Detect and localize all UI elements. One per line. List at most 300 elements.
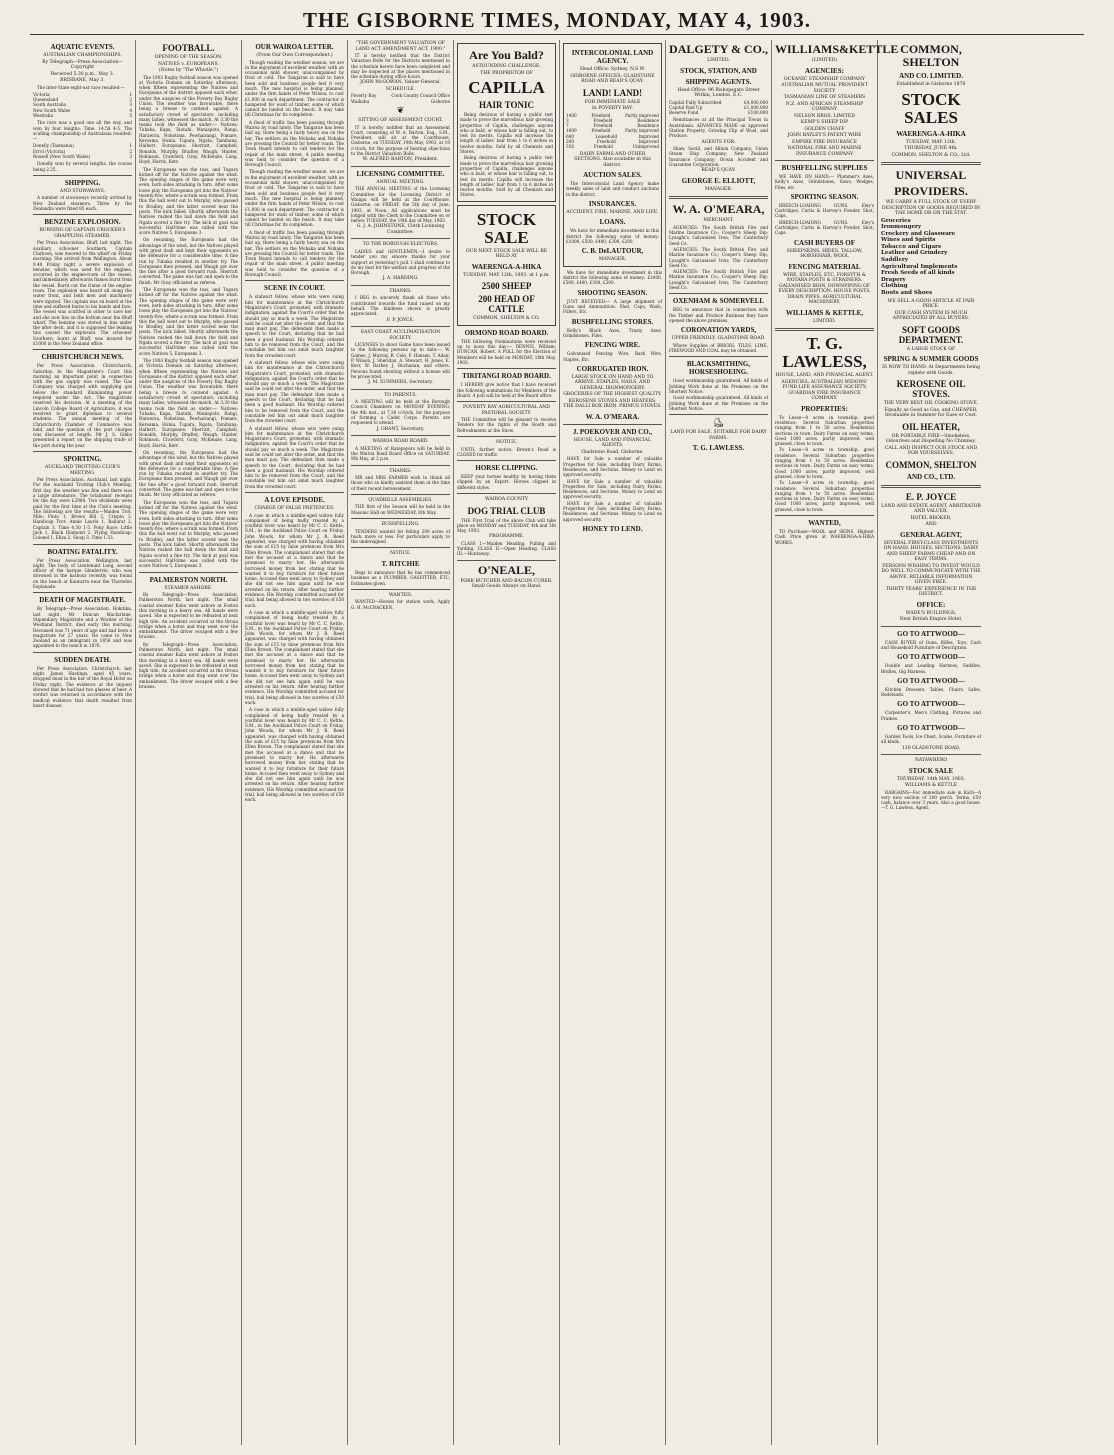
wairoa-heading: OUR WAIROA LETTER. xyxy=(255,43,334,51)
stock-sales-place: WAERENGA-A-HIKA xyxy=(896,129,966,138)
thanks2-body: MR and MRS FARMER wish to thank all those who so kindly assisted them at the time of their recent bereavement. xyxy=(351,475,450,491)
stock-agents: COMMON, SHELTON & CO. xyxy=(473,316,540,322)
newspaper-columns xyxy=(30,40,1090,1445)
wairoa-body-1-repeat: Though reading the weather season, we are in the enjoyment of excellent weather, with an occasional mild shower, unaccompanied by frost or cold. The Tangarue is said to have been sold and business people feel it very much. The new hospital is being planned, under the firm hands of Peter Wilson, to cost £1,000 in each department. The contractor is hampered for want of timber, some of which cannot be landed on the beach. It may take till Christmas for its completion. xyxy=(245,169,344,228)
licensing-body: THE ANNUAL MEETING of the Licensing Committee for the Licensing District of Waiapu will be held at the Courthouse, Gisborne, on FRIDAY, the 5th day of June, 1903, at Noon. All applications must be lodged with the Clerk to the Committee on or before TUESDAY, the 19th day of May, 1903. xyxy=(351,186,450,224)
dalgety-heading: DALGETY & CO., xyxy=(669,42,768,56)
omeara-heading: W. A. O'MEARA, xyxy=(672,202,765,217)
masthead xyxy=(0,0,1114,36)
list-item: Ironmongery xyxy=(881,224,922,231)
shipping-subheading: AND STOWAWAYS. xyxy=(59,188,106,194)
bushfelling-supplies-body: WE HAVE ON HAND:— Plummer's Axes, Kelly's Axes, Grindstones, Saws, Wedges, Files, etc. xyxy=(775,174,874,190)
lawless-heading: T. G. LAWLESS, xyxy=(782,334,867,372)
bald-subheading: ASTOUNDING CHALLENGE. xyxy=(472,64,541,69)
bushfelling-heading: BUSHFELLING STORES. xyxy=(571,317,654,326)
delautour-name: C. B. DeLAUTOUR, xyxy=(581,247,644,256)
sporting-body: Per Press Association. Auckland, last night. For the Auckland Trotting Club's Meeting, first day, the weather was fine and there was a large attendance. The totalisator receipts for the day were £2988. Two dividends were paid for the first time at the Club's meeting. The following are the results:—Maiden Trot, Mile: Pinto 1, Brown Bill 2, Crispin 3. Handicap Trot: Annie Laurie 1, Ballarat 2, Captain 3. Time 4.30 1-5. Pony Race: Little Jack 1, Black Diamond 2. Flying Handicap: Colonel 1, Eliza 2, Sloop 3. Time 1.53. xyxy=(33,477,132,541)
agency-item: OCEANIC STEAMSHIP COMPANY xyxy=(784,76,865,82)
land-table xyxy=(566,113,659,150)
attwood-item: CASH BUYER of Guns, Rifles, Toys, Cash and Household Furniture of Description. xyxy=(881,639,981,650)
divider xyxy=(33,175,132,176)
divider xyxy=(457,436,556,437)
wanted-heading: WANTED. xyxy=(388,592,413,598)
fencing-body: WIRE, STAPLES, ETC. FORSYTH & NOTARA POSTS & STRAINERS. GALVANISED IRON, DOWNPIPING OF EVERY DESCRIPTION. HOUSE POSTS, DRAIN PIPES. AGRICULTURAL MACHINERY. xyxy=(778,272,871,306)
sporting-body: BREECH-LOADING GUNS. Eley's Cartridges, Curtis & Harvey's Powder, Shot, Caps. xyxy=(775,202,874,219)
aquatic-intro: The inter-State eight-oar race resulted:— xyxy=(37,84,125,90)
cash-list: SHEEPSKINS, HIDES, TALLOW, HORSEHAIR, WOOL xyxy=(786,248,863,260)
wairoa-road-heading: WAIROA ROAD BOARD. xyxy=(372,439,429,445)
result-row: Queensland 2 xyxy=(33,97,132,103)
attwood-heading: GO TO ATTWOOD— xyxy=(897,629,965,638)
sculling-results xyxy=(33,143,132,159)
ormond-heading: ORMOND ROAD BOARD. xyxy=(464,328,549,337)
palmerston-body-repeat: By Telegraph—Press Association. Palmerston North, last night. The small coastal steamer Kahu went ashore at Foxton this morning in a heavy sea. All hands were saved. She is expected to be refloated at next high tide. An accident occurred at the Oroua bridge when a horse and trap went over the embankment. The driver escaped with a few bruises. xyxy=(139,641,238,690)
intercolonial-advert xyxy=(563,43,662,267)
sitting-heading: SITTING OF ASSESSMENT COURT. xyxy=(358,118,443,124)
joyce-body-2: PERSONS WISHING TO INVEST WOULD DO WELL TO COMMUNICATE WITH THE ABOVE. RELIABLE INFORMATION GIVEN FREE. xyxy=(881,563,981,586)
elliott-role: MANAGER. xyxy=(704,186,733,192)
love-subheading: CHARGE OF FALSE PRETENCES. xyxy=(254,506,335,512)
poeker-address: Gladstone Road, Gisborne. xyxy=(581,449,644,455)
dalgety-capital xyxy=(669,100,768,116)
kerosene-body: Equally as Good as Gas, and CHEAPER. Invaluable in Summer for Ease or Cost. xyxy=(884,407,978,419)
love-body-repeat-2: A case in which a middle-aged widow fully complained of being badly treated by a youthful lover was heard by Mr C. C. Kettle, S.M., in the Auckland Police Court on Friday. John Woods, for whom Mr J. R. Reed appeared, was charged with having obtained the sum of £15 by false pretences from Mrs Ellen Brown. The complainant stated that she met the accused at a dance and that he promised to marry her. He afterwards borrowed money from her, stating that he wanted it to buy furniture for their future home. Accused then went away to Sydney and she did not see him again until he was arrested on his return. After hearing further evidence, His Worship committed accused for trial, bail being allowed in two sureties of £50 each. xyxy=(245,707,344,803)
table-row: Waikohu Gisborne xyxy=(351,98,450,104)
stock-sale-advert xyxy=(457,205,556,326)
acclim-signed: J. M. SUMMERS, Secretary. xyxy=(368,380,433,386)
death-heading: DEATH OF MAGISTRATE. xyxy=(39,596,126,605)
spring-heading: SPRING & SUMMER GOODS xyxy=(883,355,979,364)
dalgety-office: Head Office: 96 Bishopsgate Street Within, London, E.C. xyxy=(677,87,760,98)
properties-heading: PROPERTIES: xyxy=(801,404,848,413)
lawless-agencies: AGENCIES: AUSTRALIAN WIDOWS' FUND LIFE ASSURANCE SOCIETY; GUARDIAN FIRE INSURANCE COMPANY. xyxy=(781,379,868,402)
bald-proprietor: THE PROPRIETOR OF xyxy=(480,70,533,76)
divider xyxy=(33,544,132,545)
honey-heading: HONEY TO LEND. xyxy=(582,524,643,533)
football-body-3: On resuming, the Europeans had the advantage of the wind, but the Natives played with great dash and kept their opponents on the defensive for a considerable time. A fine run by Tuhaka resulted in another try. The Europeans then pressed, and Waugh got over the line after a good forward rush. Sherratt converted. The game was fast and open to the finish. Mr Gray officiated as referee. xyxy=(139,237,238,285)
sitting-body: IT is hereby notified that an Assessment Court, consisting of W. A. Barton, Esq., S.M., President, will sit at the Courthouse, Gisborne, on TUESDAY, 19th May, 1903, at 10 o'clock, for the purpose of hearing objections to the District Valuation Rolls. xyxy=(351,124,450,157)
office-address-2: Next British Empire Hotel, xyxy=(899,617,963,623)
insurances-sub: ACCIDENT, FIRE, MARINE, AND LIFE. xyxy=(566,209,659,215)
agency-item: N.Z. AND AFRICAN STEAMSHIP COMPANY xyxy=(785,101,864,112)
valuation-signed: JOHN McGOWAN, Valuer-General. xyxy=(360,80,441,86)
kerosene-sub: THE VERY BEST OIL COOKING STOVE. xyxy=(883,401,979,407)
natawhero-date: THURSDAY, 14th MAY, 1903. xyxy=(896,776,966,782)
benzine-heading: BENZINE EXPLOSION. xyxy=(44,218,121,227)
electors-heading: TO THE BOROUGH ELECTORS, xyxy=(362,242,439,248)
aquatic-body: The race was a good one all the way, and won by four lengths. Time, 14.58 4-5. The sculling championship of Australasia resulted:— xyxy=(33,120,132,142)
scene-body: A stalwart fellow, whose wits were suing him for maintenance at the Christchurch Magistrate's Court, protested, with dramatic indignation, against the Court's order that he should pay so much a week. The Magistrate said he could not alter the order, and that the man must pay. The defendant then made a speech to the Court, declaring that he had been a good husband. His Worship ordered him to be removed from the Court, and the constable led him out amid much laughter from the crowded court. xyxy=(245,294,344,358)
groceries-heading: GROCERIES OF THE HIGHEST QUALITY. xyxy=(563,392,662,398)
joyce-sub: LAND AND ESTATE AGENT, ARBITRATOR AND VALUER, xyxy=(881,503,981,515)
bushfelling-supplies-heading: BUSHFELLING SUPPLIES xyxy=(781,164,868,172)
ritchie-body: Begs to announce that he has commenced business as a PLUMBER, GASFITTER, ETC. Estimates given. xyxy=(351,569,450,586)
divider xyxy=(351,326,450,327)
football-body-2: The Europeans won the toss, and Tupara kicked off for the Natives against the wind. The opening stages of the game were very even, both sides attacking in turn. After some loose play the Europeans got into the Natives' twenty-five, where a scrum was formed. From this the ball went out to Murphy, who passed to Bradley, and the latter scored near the posts. The kick failed. Shortly afterwards the Natives rushed the ball down the field and Ngata scored a fine try. The kick at goal was successful. Half-time was called with the score Natives 5, Europeans 3. xyxy=(139,166,238,236)
wanted-body: TO Purchase—WOOL and SKINS. Highest Cash Price given at WAERENGA-A-HIKA WORKS. xyxy=(775,529,874,545)
aquatic-heading: AQUATIC EVENTS. xyxy=(50,43,115,51)
list-item: Clothing xyxy=(881,283,908,290)
blacksmith-heading: BLACKSMITHING, HORSESHOEING. xyxy=(686,360,751,377)
divider xyxy=(881,754,981,755)
scene-body-repeat-2: A stalwart fellow, whose wits were suing him for maintenance at the Christchurch Magistrate's Court, protested, with dramatic indignation, against the Court's order that he should pay so much a week. The Magistrate said he could not alter the order, and that the man must pay. The defendant then made a speech to the Court, declaring that he had been a good husband. His Worship ordered him to be removed from the Court, and the constable led him out amid much laughter from the crowded court. xyxy=(245,425,344,489)
acclim-body: LICENSES to shoot Game have been issued to the following persons up to date:— W. Gaines, J. Murray, R. Cole, F. Hansen, T. Adair, P. Wilson, J. Sheridan, A. Stewart, H. Jones, E. Kerr, W. Barker, J. Buchanan, and others. Persons found shooting without a license will be prosecuted. xyxy=(351,342,450,379)
bald-heading: Are You Bald? xyxy=(469,48,544,62)
stock-place: WAERENGA-A-HIKA xyxy=(471,262,542,271)
wanted-heading: WANTED, xyxy=(808,519,841,528)
blacksmith-body: Good workmanship guaranteed. All kinds of Jobbing Work done at the Premises on the Shortest Notice. xyxy=(669,378,768,394)
divider xyxy=(351,518,450,519)
divider xyxy=(351,389,450,390)
schedule-table xyxy=(351,93,450,104)
kerosene-heading: KEROSENE OIL STOVES. xyxy=(896,379,966,400)
list-item: Saddlery xyxy=(881,257,908,264)
poeker-heading: J. POEKOVER AND CO., xyxy=(572,427,653,436)
loans-body: We have for immediate investment in this district the following sums of money: £1000, £500, £400, £300, £200. xyxy=(566,228,659,245)
column-7 xyxy=(666,40,772,1445)
divider xyxy=(351,435,450,436)
parents-body: A MEETING will be held at the Borough Council Chambers on MONDAY EVENING, the 4th inst., at 7.30 o'clock, for the purpose of forming a Cadet Corps. Parents are requested to attend. xyxy=(351,399,450,426)
list-item: Boots and Shoes xyxy=(881,290,933,297)
quadrille-body: THE first of the Season will be held in the Masonic Hall on WEDNESDAY, 6th May. xyxy=(351,504,450,515)
christchurch-body: Per Press Association. Christchurch, Saturday. In the Magistrate's Court this morning an important point in connection with the gas supply was raised. The Gas Company was charged with supplying gas below the standard illuminating power required under the Act. The magistrate reserved his decision. At a meeting of the Lincoln College Board of Agriculture, it was resolved to grant diplomas to several students. The annual meeting of the Christchurch Chamber of Commerce was held, and the question of the port charges was discussed at length. Mr J. S. Gibbs presented a report on the shipping trade of the port during the year. xyxy=(33,363,132,448)
shipping-heading: SHIPPING. xyxy=(64,178,101,187)
omeara-sub: MERCHANT. xyxy=(703,218,734,224)
softgoods-body: A LARGE STOCK OF xyxy=(906,346,956,352)
poverty-body: THE Committee will be pleased to receive Tenders for the rights of the Booth and Refreshments at the Show. xyxy=(457,417,556,433)
horse-body: KEEP your horses healthy by having them clipped by an Expert. Horses clipped in different styles. xyxy=(457,474,556,490)
result-row: Westralia 5 xyxy=(33,112,132,118)
divider xyxy=(775,515,874,516)
coronation-body: Where Supplies of BRICKS, TILES, LIME, FIREWOOD AND COAL may be obtained. xyxy=(669,342,768,354)
blacksmith-body-repeat: Good workmanship guaranteed. All kinds of Jobbing Work done at the Premises on the Shortest Notice. xyxy=(669,395,768,411)
lawless-name: T. G. LAWLESS. xyxy=(692,444,745,453)
wk-footer: WILLIAMS & KETTLE, xyxy=(785,308,864,317)
properties-body: To Lease—8 acres in township; good residence. Several Suburban properties ranging from 1 to 50 acres. Residential sections in town. Dairy Farms on easy terms. Good 1000 acres, partly improved, well grassed, close to town. xyxy=(775,414,874,447)
tiritangi-heading: TIRITANGI ROAD BOARD. xyxy=(462,372,551,381)
agency-item: GOLDEN CHAFF xyxy=(804,126,845,132)
stock-quantity-2: 200 HEAD OF CATTLE xyxy=(478,294,535,315)
result-row: Errol (Victoria) 2 xyxy=(33,148,132,154)
divider xyxy=(775,160,874,161)
death-body: By Telegraph—Press Association. Hokitika, last night. Mr Duncan Macfarlane, Stipendiary Magistrate and a Warden of the Westland District, died early this morning. Deceased was 71 years of age and had been a magistrate for 27 years. He came to New Zealand as an immigrant in 1858 and was appointed to the bench in 1876. xyxy=(33,606,132,649)
programme-heading: PROGRAMME. xyxy=(489,534,524,540)
result-row: Donelly (Tasmania) 1 xyxy=(33,143,132,149)
quadrille-heading: QUADRILLE ASSEMBLIES. xyxy=(368,497,433,503)
carriage-icon: ⛸ xyxy=(712,418,725,429)
wanted-body: WANTED—Horses for station work. Apply G. H. McCRACKEN. xyxy=(351,599,450,610)
omeara-name: W. A. O'MEARA. xyxy=(585,412,640,421)
masthead-rule xyxy=(30,34,1084,35)
divider xyxy=(881,626,981,627)
aquatic-byline: By Telegraph—Press Association—Copyright xyxy=(42,59,123,70)
boating-body: Per Press Association. Wellington, last night. The body of Lieutenant Long, second officer of the barque Glenbervie, who was drowned in the harbour recently, was found on the beach at Kaiwarra near the Thorndon Esplanade. xyxy=(33,557,132,590)
valuation-body: IT is hereby notified that the District Valuation Rolls for the Districts mentioned in the schedule hereto have been completed and may be inspected at the places mentioned in the schedule during office hours. xyxy=(351,53,450,80)
sporting-heading: SPORTING. xyxy=(63,455,102,464)
heater-heading: OIL HEATER, xyxy=(902,421,960,432)
thanks-signed: F. P. JOYCE. xyxy=(386,317,415,323)
natawhero-sub: STOCK SALE xyxy=(908,766,954,775)
result-row: South Australia 3 xyxy=(33,102,132,108)
attwood-item: Double and Leading Harness, Saddles, Bridles, Gig Harness. xyxy=(881,663,981,674)
attwood-heading: GO TO ATTWOOD— xyxy=(897,653,965,662)
bushfelling-body: TENDERS wanted for felling 200 acres of bush, more or less. For particulars apply to the undersigned. xyxy=(351,528,450,545)
wairoa-body-1: Though reading the weather season, we are in the enjoyment of excellent weather, with an occasional mild shower, unaccompanied by frost or cold. The Tangarue is said to have been sold and business people feel it very much. The new hospital is being planned, under the firm hands of Peter Wilson, to cost £1,000 in each department. The contractor is hampered for want of timber, some of which cannot be landed on the beach. It may take till Christmas for its completion. xyxy=(245,59,344,118)
insurances-heading: INSURANCES. xyxy=(588,199,637,208)
attwood-item: Garden Tools, Ice Chest, Scales, Furniture of all kinds. xyxy=(881,734,981,745)
divider xyxy=(457,493,556,494)
dalgety-sub-3: SHIPPING AGENTS. xyxy=(685,77,752,86)
divider xyxy=(351,465,450,466)
sporting-heading: SPORTING SEASON. xyxy=(790,192,859,201)
land-forsale-heading: LAND FOR SALE, SUITABLE FOR DAIRY FARMS. xyxy=(670,430,767,441)
football-body-1-repeat: The 1903 Rugby football season was opened at Victoria Domain on Saturday afternoon, when fifteen representing the Natives and Europeans of the district opposed each other, under the auspices of the Poverty Bay Rugby Union. The weather was favourable, there being a breeze to contend against. A satisfactory crowd of spectators, including many ladies, witnessed the match. At 3.30 the teams took the field as under:— Natives: Tuhaka, Kapa, Tautahi, Maniapoto, Rangi, Harawira, Nohotima, Pewhairangi, Pomare, Kereama, Hunia, Tupara, Ngata, Tamihana, Halbert. Europeans: Sherratt, Campbell, Ronalds, Murphy, Bradley, Waugh, Hunter, Robinson, Crawford, Gray, McKenzie, Lang, Boyd, Harris, Kerr. xyxy=(139,357,238,448)
office-heading: OFFICE: xyxy=(916,600,946,609)
attwood-heading: GO TO ATTWOOD— xyxy=(897,724,965,732)
divider xyxy=(457,401,556,402)
joyce-body: SEVERAL FIRST-CLASS INVESTMENTS ON HAND. HOUSES, SECTIONS, DAIRY AND SHEEP FARMS CHEAP AND ON EASY TERMS. xyxy=(883,540,979,563)
fencing-heading: FENCING MATERIAL xyxy=(788,262,861,271)
shipping-body: A number of stowaways recently arrived by New Zealand steamers. Three by the Zealandia were fined 85 each. xyxy=(33,195,132,212)
table-row: 600 Leasehold Improved xyxy=(566,133,659,139)
scene-heading: SCENE IN COURT. xyxy=(264,284,325,293)
joyce-sub-3: AND xyxy=(925,522,937,528)
divider xyxy=(351,547,450,548)
dalgety-sub: LIMITED. xyxy=(707,58,730,63)
divider xyxy=(33,349,132,350)
football-heading: FOOTBALL. xyxy=(162,43,215,53)
fencing-body: Galvanised Fencing Wire, Barb Wire, Staples, Etc. xyxy=(563,351,662,362)
loans-body-repeat: We have for immediate investment in this district the following sums of money: £1000, £500, £400, £300, £200. xyxy=(563,269,662,286)
delautour-role: MANAGER. xyxy=(598,257,627,263)
sporting-body-repeat: BREECH-LOADING GUNS. Eley's Cartridges, Curtis & Harvey's Powder, Shot, Caps. xyxy=(775,219,874,236)
joyce-experience: THIRTY YEARS' EXPERIENCE IN THE DISTRICT. xyxy=(885,586,977,598)
call-note: CALL AND INSPECT OUR STOCK AND FOR YOURSELVES. xyxy=(884,445,978,457)
heater-body: OR PORTABLE FIRE—Smokeless, Odourless and Dispelling No Chimney. xyxy=(886,433,976,445)
oneale-body: PORK BUTCHER AND BACON CURER. Small Goods Always on Hand. xyxy=(460,578,553,590)
aquatic-place: BRISBANE, May 3. xyxy=(60,78,105,83)
natawhero-heading: NATAWHERO xyxy=(914,758,948,764)
wairoa-note: (From Our Own Correspondent.) xyxy=(256,53,333,58)
column-6 xyxy=(560,40,666,1445)
agents-heading: AGENTS FOR: xyxy=(701,139,736,145)
schedule-heading: SCHEDULE. xyxy=(385,86,416,92)
christchurch-heading: CHRISTCHURCH NEWS. xyxy=(41,353,124,362)
joyce-sub-4: GENERAL AGENT, xyxy=(900,530,962,539)
valuation-heading: "THE GOVERNMENT VALUATION OF LAND ACT AMENDMENT ACT, 1900." xyxy=(355,41,446,52)
divider xyxy=(139,572,238,573)
loans-heading: LOANS. xyxy=(599,218,626,227)
football-body-3-repeat: On resuming, the Europeans had the advantage of the wind, but the Natives played with great dash and kept their opponents on the defensive for a considerable time. A fine run by Tuhaka resulted in another try. The Europeans then pressed, and Waugh got over the line after a good forward rush. Sherratt converted. The game was fast and open to the finish. Mr Gray officiated as referee. xyxy=(139,449,238,498)
football-body-2-repeat: The Europeans won the toss, and Tupara kicked off for the Natives against the wind. The opening stages of the game were very even, both sides attacking in turn. After some loose play the Europeans got into the Natives' twenty-five, where a scrum was formed. From this the ball went out to Murphy, who passed to Bradley, and the latter scored near the posts. The kick failed. Shortly afterwards the Natives rushed the ball down the field and Ngata scored a fine try. The kick at goal was successful. Half-time was called with the score Natives 5, Europeans 3. xyxy=(139,287,238,356)
poeker-body-repeat: HAVE for Sale a number of valuable Properties for Sale, including Dairy Farms, Residences, and Sections. Money to Lend on approved security. xyxy=(563,478,662,500)
divider xyxy=(351,166,450,167)
stock-sales-date-1: TUESDAY, MAY 12th. xyxy=(905,139,957,145)
divider xyxy=(245,492,344,493)
list-item: Agricultural Implements xyxy=(881,263,958,270)
column-4 xyxy=(348,40,454,1445)
agency-item: NELSON BROS. LIMITED xyxy=(794,113,855,119)
common2-heading: COMMON, SHELTON xyxy=(885,459,977,470)
table-row: 350 Freehold Unimproved xyxy=(566,144,659,150)
palmerston-subheading: STEAMER ASHORE. xyxy=(164,585,213,591)
list-item: Drapery xyxy=(881,276,906,283)
divider xyxy=(351,494,450,495)
attwood-item: Kitchen Dressers, Tables, Chairs, Safes, Bedsteads. xyxy=(881,686,981,698)
football-body-1: The 1903 Rugby football season was opened at Victoria Domain on Saturday afternoon, when fifteen representing the Natives and Europeans of the district opposed each other, under the auspices of the Poverty Bay Rugby Union. The weather was favourable, there being a breeze to contend against. A satisfactory crowd of spectators, including many ladies, witnessed the match. At 3.30 the teams took the field as under:— Natives: Tuhaka, Kapa, Tautahi, Maniapoto, Rangi, Harawira, Nohotima, Pewhairangi, Pomare, Kereama, Hunia, Tupara, Ngata, Tamihana, Halbert. Europeans: Sherratt, Campbell, Ronalds, Murphy, Bradley, Waugh, Hunter, Robinson, Crawford, Gray, McKenzie, Lang, Boyd, Harris, Kerr. xyxy=(139,74,238,165)
coronation-heading: CORONATION YARDS, xyxy=(680,326,757,335)
sporting-subheading: AUCKLAND TROTTING CLUB'S MEETING. xyxy=(44,465,121,476)
omeara-agencies-repeat-2: AGENCIES: The South British Fire and Marine Insurance Co.; Cooper's Sheep Dip; Lysaght's Galvanised Iron; The Canterbury Seed Co. xyxy=(669,269,768,291)
divider xyxy=(881,162,981,165)
stock-sales-agents: COMMON, SHELTON & CO., Ltd. xyxy=(891,152,971,158)
list-item: Groceries xyxy=(881,217,911,224)
table-row: 1400 Freehold Partly improved xyxy=(566,112,659,118)
list-item: Tobacco and Cigars xyxy=(881,243,942,250)
universal-heading: UNIVERSAL xyxy=(895,168,967,182)
notice-heading: NOTICE. xyxy=(496,440,517,446)
table-row: Reserve Fund £100,000 xyxy=(669,110,768,116)
scene-body-repeat: A stalwart fellow, whose wits were suing him for maintenance at the Christchurch Magistrate's Court, protested, with dramatic indignation, against the Court's order that he should pay so much a week. The Magistrate said he could not alter the order, and that the man must pay. The defendant then made a speech to the Court, declaring that he had been a good husband. His Worship ordered him to be removed from the Court, and the constable led him out amid much laughter from the crowded court. xyxy=(245,359,344,424)
natawhero-agents: WILLIAMS & KETTLE xyxy=(904,783,958,789)
ritchie-name: T. RITCHIE xyxy=(381,559,420,568)
poverty-heading: POVERTY BAY AGRICULTURAL AND PASTORAL SOCIETY. xyxy=(463,405,550,416)
table-row: Poverty Bay Cook County Council Office xyxy=(351,93,450,99)
table-row: Capital Fully Subscribed £4,000,000 xyxy=(669,99,768,105)
attwood-heading: GO TO ATTWOOD— xyxy=(897,676,965,685)
attwood-address: 130 GLADSTONE ROAD. xyxy=(901,745,961,751)
auction-heading: AUCTION SALES. xyxy=(583,171,642,180)
sudden-heading: SUDDEN DEATH. xyxy=(54,655,111,664)
stock-date: TUESDAY, MAY 12th, 1903, at 1 p.m. xyxy=(463,272,550,278)
list-item: Crockery and Glassware xyxy=(881,230,956,237)
divider xyxy=(245,280,344,281)
wk-sub: (LIMITED) xyxy=(811,58,838,63)
divider xyxy=(669,414,768,415)
common-sub: AND CO. LIMITED. xyxy=(899,72,963,80)
column-2 xyxy=(136,40,242,1445)
properties-body-repeat: To Lease—8 acres in township; good residence. Several Suburban properties ranging from 1 to 50 acres. Residential sections in town. Dairy Farms on easy terms. Good 1000 acres, partly improved, well grassed, close to town. xyxy=(775,447,874,479)
dalgety-body: Remittances at all the Principal Towns in Australasia. ADVANCES MADE on approved Station Property, Growing Clip of Wool, and Produce. xyxy=(669,117,768,139)
stock-subheading: OUR NEXT STOCK SALE WILL BE HELD AT xyxy=(465,248,548,260)
aquatic-results xyxy=(33,92,132,118)
established-note: Established in Gisborne 1878 xyxy=(896,82,966,87)
attwood-item: Carpenter's, Men's Clothing, Pictures and Frames. xyxy=(881,710,981,721)
licensing-heading: LICENSING COMMITTEE. xyxy=(356,169,445,178)
bald-body: Being desirous of having a public test made to prove the marvellous hair growing properties of Capilla, challenges anyone who is bald, or whose hair is falling out, to test its merits. Capilla will increase the length of ladies' hair from 1 to 6 inches in twelve months. Sold by all Chemists and Stores. xyxy=(460,112,553,155)
oneale-heading: O'NEALE, xyxy=(477,562,535,577)
horse-heading: HORSE CLIPPING. xyxy=(475,464,538,473)
agency-item: KEMP'S SHEEP DIP xyxy=(800,120,849,125)
thanks-heading: THANKS. xyxy=(389,288,412,294)
love-body: A case in which a middle-aged widow fully complained of being badly treated by a youthful lover was heard by Mr C. C. Kettle, S.M., in the Auckland Police Court on Friday. John Woods, for whom Mr J. R. Reed appeared, was charged with having obtained the sum of £15 by false pretences from Mrs Ellen Brown. The complainant stated that she met the accused at a dance and that he promised to marry her. He afterwards borrowed money from her, stating that he wanted it to buy furniture for their future home. Accused then went away to Sydney and she did not see him again until he was arrested on his return. After hearing further evidence, His Worship committed accused for trial, bail being allowed in two sureties of £50 each. xyxy=(245,512,344,608)
notice-body: UNTIL further notice, Brown's Road is CLOSED for traffic. xyxy=(457,446,556,457)
universal-sub: PROVIDERS. xyxy=(894,184,968,198)
groceries-body: KEROSENE STOVES AND HEATERS. THE DALLI BOX IRON. PRIMUS STOVES. xyxy=(563,398,662,410)
agency-item: EMPIRE FIRE INSURANCE xyxy=(791,139,858,145)
wairoa-road-body: A MEETING of Ratepayers will be held in the Wairoa Road Board Office on SATURDAY, 9th May, at 2 p.m. xyxy=(351,445,450,462)
agency-item: TASMANIAN LINE OF STEAMERS xyxy=(783,95,866,100)
divider xyxy=(881,485,981,488)
dalgety-sub-2: STOCK, STATION, AND xyxy=(680,66,757,75)
licensing-signed: G. J. A. JOHNSTONE, Clerk Licensing Committee. xyxy=(356,224,445,235)
programme-body: CLASS I.—Maiden Heading, Pulling and Yarding. CLASS II.—Open Heading. CLASS III.—Huntaway. xyxy=(457,540,556,557)
football-subheading-2: NATIVES v. EUROPEANS. xyxy=(158,61,219,67)
love-heading: A LOVE EPISODE. xyxy=(264,496,325,505)
divider xyxy=(33,214,132,215)
land-subheading: FOR IMMEDIATE SALE xyxy=(584,99,641,105)
capilla-brand: CAPILLA xyxy=(468,78,545,97)
spring-body: IS NOW TO HAND. At Departments being replete with Goods. xyxy=(882,365,980,376)
bushfelling-heading: BUSHFELLING. xyxy=(381,522,420,528)
sudden-body: Per Press Association. Christchurch, last night. James Hastings, aged 45 years, dropped dead in the bar of the Royal Hotel on Friday night. The evidence at the inquest showed that he had had two glasses of beer. A verdict was returned in accordance with the medical evidence that death resulted from heart disease. xyxy=(33,665,132,708)
intercolonial-heading: INTERCOLONIAL LAND AGENCY. xyxy=(571,49,654,65)
poeker-sub: HOUSE, LAND AND FINANCIAL AGENTS, xyxy=(573,437,652,449)
divider xyxy=(563,424,662,425)
corrugated-heading: CORRUGATED IRON. xyxy=(576,364,649,373)
acclim-heading: EAST COAST ACCLIMATISATION SOCIETY. xyxy=(360,330,441,341)
wk-heading: WILLIAMS&KETTLE xyxy=(775,42,899,56)
cash-note: OUR CASH SYSTEM IS MUCH APPRECIATED BY ALL BUYERS. xyxy=(892,310,970,322)
intercolonial-address: GISBORNE OFFICES: GLADSTONE ROAD AND READ'S QUAY. xyxy=(570,73,655,84)
agents-list: Shaw, Savill, and Albion Company; Union Steam Ship Company; New Zealand Insurance Company; Ocean Accident and Guarantee Corporation. xyxy=(669,146,768,167)
table-row: 200 Freehold Improved xyxy=(566,138,659,144)
divider xyxy=(33,592,132,593)
universal-body: WE CARRY A FULL STOCK OF EVERY DESCRIPTION OF GOODS REQUIRED IN THE HOME OR ON THE STAT. xyxy=(881,200,981,216)
softgoods-heading: SOFT GOODS DEPARTMENT. xyxy=(898,324,964,345)
column-9 xyxy=(878,40,984,1445)
wk-limited: LIMITED. xyxy=(813,318,836,324)
shooting-heading: SHOOTING SEASON. xyxy=(577,288,648,297)
palmerston-heading: PALMERSTON NORTH. xyxy=(149,575,228,584)
benzine-body: Per Press Association. Bluff, last night. The auxiliary schooner Southern, Captain Clarkson, was moored to the wharf on Friday morning. She arrived from Wellington. About 9.40 Friday night a severe explosion of benzine, which was used for the engines, occurred in the engine-room of the vessel, and immediately afterwards flames burst from the vessel. Burnt out the frame of the engine-room. The explosion was heard all along the water front, and both men and machinery were injured. The captain was on board at the time and suffered burns to his hands and face. The vessel was scuttled in order to save her and she now lies on the bottom near the Bluff wharf. The benzine was stored in tins under the after deck, and it is supposed the leaking tins caused the explosion. The schooner Southern, burnt at Bluff, was insured for £1000 in the New Zealand office. xyxy=(33,240,132,346)
divider xyxy=(351,238,450,239)
stock-sales-heading: STOCK SALES xyxy=(901,89,961,127)
natawhero-body: BARGAINS—For immediate sale in Kaiti—A very nice section of 200 perch. Terms, £50 cash, balance over 3 years. Also a good house.—T. G. Lawless, Agent. xyxy=(881,789,981,811)
corrugated-body: LARGE STOCK ON HAND AND TO ARRIVE. STAPLES, NAILS, AND GENERAL IRONMONGERY. xyxy=(571,374,654,391)
divider xyxy=(33,652,132,653)
divider xyxy=(669,196,768,199)
dog-heading: DOG TRIAL CLUB xyxy=(467,505,546,516)
land-subheading-2: In POVERTY BAY. xyxy=(591,106,634,111)
stock-heading: STOCK SALE xyxy=(476,209,537,247)
properties-body-repeat-2: To Lease—8 acres in township; good residence. Several Suburban properties ranging from 1 to 50 acres. Residential sections in town. Dairy Farms on easy terms. Good 1000 acres, partly improved, well grassed, close to town. xyxy=(775,480,874,512)
parents-signed: J. GRANT, Secretary. xyxy=(376,426,425,432)
crest-icon: ❦ xyxy=(396,106,405,117)
table-row: 1600 Freehold Partly improved xyxy=(566,128,659,134)
electors-signed: J. A. HARDING. xyxy=(382,276,419,282)
football-body-2-repeat-2: The Europeans won the toss, and Tupara kicked off for the Natives against the wind. The opening stages of the game were very even, both sides attacking in turn. After some loose play the Europeans got into the Natives' twenty-five, where a scrum was formed. From this the ball went out to Murphy, who passed to Bradley, and the latter scored near the posts. The kick failed. Shortly afterwards the Natives rushed the ball down the field and Ngata scored a fine try. The kick at goal was successful. Half-time was called with the score Natives 5, Europeans 3. xyxy=(139,499,238,569)
thanks2-heading: THANKS. xyxy=(389,468,412,474)
common2-sub: AND CO., LTD. xyxy=(906,472,956,481)
divider xyxy=(457,460,556,461)
benzine-subheading: BURNING OF CAPTAIN CROCKER'S GRAPPLING STEAMER. xyxy=(39,228,126,239)
newspaper-title: THE GISBORNE TIMES, MONDAY, MAY 4, 1903. xyxy=(303,8,811,32)
bushfelling-body: Kelly's Black Axes, Trusty Axes, Grindstones, Files. xyxy=(563,327,662,338)
stock-quantity-1: 2500 SHEEP xyxy=(481,281,532,292)
divider xyxy=(457,560,556,561)
universal-list xyxy=(881,218,981,297)
omeara-agencies: AGENCIES: The South British Fire and Marine Insurance Co.; Cooper's Sheep Dip; Lysaght's Galvanised Iron; The Canterbury Seed Co. xyxy=(669,224,768,246)
oxenham-heading: OXENHAM & SOMERVELL xyxy=(672,297,765,306)
shooting-body: JUST RECEIVED:— A large shipment of Guns and Ammunition. Shot, Caps, Wads, Fillers, Etc. xyxy=(563,298,662,315)
love-body-repeat: A case in which a middle-aged widow fully complained of being badly treated by a youthful lover was heard by Mr C. C. Kettle, S.M., in the Auckland Police Court on Friday. John Woods, for whom Mr J. R. Reed appeared, was charged with having obtained the sum of £15 by false pretences from Mrs Ellen Brown. The complainant stated that she met the accused at a dance and that he promised to marry her. He afterwards borrowed money from her, stating that he wanted it to buy furniture for their future home. Accused then went away to Sydney and she did not see him again until he was arrested on his return. After hearing further evidence, His Worship committed accused for trial, bail being allowed in two sureties of £50 each. xyxy=(245,609,344,705)
table-row: Capital Paid Up £1,000,000 xyxy=(669,104,768,110)
sculling-note: Donelly won by several lengths, the course being 2.25. xyxy=(33,161,132,172)
capilla-brand-2: HAIR TONIC xyxy=(479,100,534,110)
parents-heading: TO PARENTS. xyxy=(384,392,417,398)
stock-sales-date-2: THURSDAY, JUNE 4th. xyxy=(904,146,958,151)
